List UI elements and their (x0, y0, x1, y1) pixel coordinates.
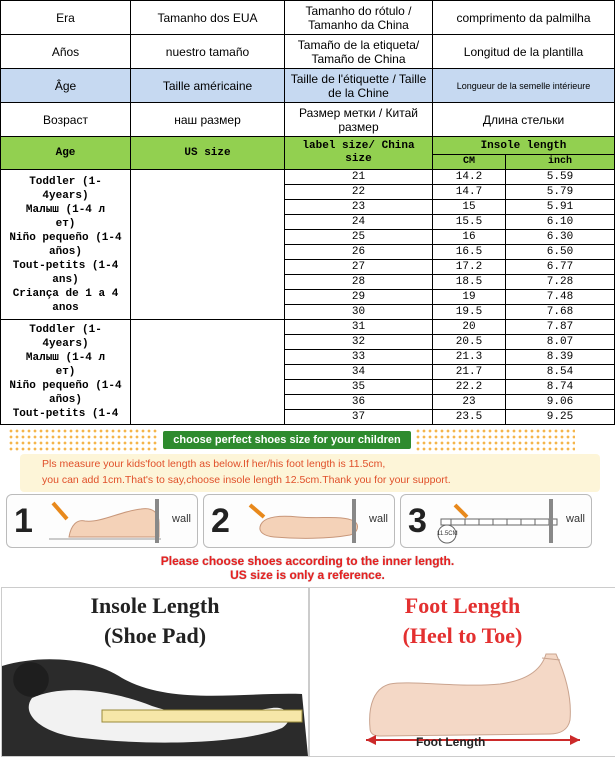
measure-note (20, 454, 600, 492)
lang-insole-cell: comprimento da palmilha (433, 1, 615, 35)
insole-cm-cell: 16.5 (433, 245, 506, 260)
label-size-cell: 23 (285, 200, 433, 215)
age-group-line: Малыш (1-4 л (25, 352, 106, 364)
lang-label-cell: Tamaño de la etiqueta/ Tamaño de China (285, 35, 433, 69)
step-3-card (400, 494, 592, 548)
us-size-cell (131, 320, 285, 425)
foot-top-icon (238, 501, 368, 545)
age-group-line: Tout-petits (1-4 (12, 408, 119, 420)
age-group-line: anos (52, 301, 79, 314)
insole-inch-cell: 6.10 (506, 215, 615, 230)
age-group-line: Criança de 1 a 4 (12, 287, 119, 300)
lang-insole-cell: Longitud de la plantilla (433, 35, 615, 69)
insole-cm-cell: 23 (433, 395, 506, 410)
label-size-cell: 29 (285, 290, 433, 305)
lang-age-cell: Возраст (1, 103, 131, 137)
lang-us-cell: nuestro tamaño (131, 35, 285, 69)
insole-inch-cell: 9.25 (506, 410, 615, 425)
header-cm: CM (433, 155, 506, 170)
label-size-cell: 24 (285, 215, 433, 230)
insole-cm-cell: 21.3 (433, 350, 506, 365)
insole-cm-cell: 22.2 (433, 380, 506, 395)
header-label-size: label size/ China size (285, 137, 433, 170)
insole-cm-cell: 20 (433, 320, 506, 335)
header-age: Age (1, 137, 131, 170)
label-size-cell: 26 (285, 245, 433, 260)
insole-cm-cell: 14.7 (433, 185, 506, 200)
insole-inch-cell: 9.06 (506, 395, 615, 410)
wall-bar (155, 499, 159, 543)
age-group-line: ет) (55, 217, 76, 230)
foot-side-icon (41, 501, 171, 545)
age-group-line: años) (48, 245, 82, 258)
age-group-line: Niño pequeño (1-4 (9, 231, 122, 244)
insole-inch-cell: 8.39 (506, 350, 615, 365)
lang-age-cell: Era (1, 1, 131, 35)
insole-cm-cell: 14.2 (433, 170, 506, 185)
foot-length-panel (309, 587, 615, 757)
insole-inch-cell: 5.91 (506, 200, 615, 215)
insole-inch-cell: 7.87 (506, 320, 615, 335)
table-row (1, 320, 615, 335)
lang-row-ru (1, 103, 615, 137)
step-number: 2 (211, 502, 230, 540)
foot-length-subtitle: (Heel to Toe) (402, 623, 523, 648)
insole-cm-cell: 17.2 (433, 260, 506, 275)
label-size-cell: 28 (285, 275, 433, 290)
lang-age-cell: Âge (1, 69, 131, 103)
label-size-cell: 27 (285, 260, 433, 275)
decor-dots (8, 428, 158, 452)
lang-label-cell: Размер метки / Китай размер (285, 103, 433, 137)
warning-line1: Please choose shoes according to the inner length. (160, 554, 455, 568)
step-number: 1 (14, 502, 33, 540)
label-size-cell: 35 (285, 380, 433, 395)
age-group-cell (1, 170, 131, 320)
insole-title: Insole Length (90, 593, 220, 618)
lang-us-cell: наш размер (131, 103, 285, 137)
insole-cm-cell: 20.5 (433, 335, 506, 350)
ruler-size-label: 11.5CM (437, 531, 458, 537)
decor-dots (415, 428, 575, 452)
label-size-cell: 33 (285, 350, 433, 365)
wall-bar (549, 499, 553, 543)
insole-inch-cell: 8.54 (506, 365, 615, 380)
lang-insole-cell: Длина стельки (433, 103, 615, 137)
header-insole-length: Insole length (433, 137, 615, 155)
lang-row-es (1, 35, 615, 69)
wall-bar (352, 499, 356, 543)
insole-inch-cell: 6.30 (506, 230, 615, 245)
lang-row-pt (1, 1, 615, 35)
lang-age-cell: Años (1, 35, 131, 69)
age-group-line: Tout-petits (1-4 (12, 259, 119, 272)
age-group-line: Малыш (1-4 л (25, 203, 106, 216)
step-2-card (203, 494, 395, 548)
lang-us-cell: Taille américaine (131, 69, 285, 103)
insole-cm-cell: 16 (433, 230, 506, 245)
age-group-line: 4years) (42, 189, 89, 202)
lang-row-fr (1, 69, 615, 103)
insole-subtitle: (Shoe Pad) (103, 623, 207, 648)
ruler-icon (435, 501, 565, 545)
header-inch: inch (506, 155, 615, 170)
label-size-cell: 22 (285, 185, 433, 200)
age-group-line: Toddler (1- (29, 175, 102, 188)
wall-label: wall (566, 513, 585, 525)
lang-label-cell: Tamanho do rótulo / Tamanho da China (285, 1, 433, 35)
insole-inch-cell: 6.77 (506, 260, 615, 275)
lang-label-cell: Taille de l'étiquette / Taille de la Chine (285, 69, 433, 103)
banner-title: choose perfect shoes size for your children (163, 431, 411, 449)
label-size-cell: 30 (285, 305, 433, 320)
warning-line2: US size is only a reference. (230, 568, 385, 582)
measure-note-line1: Pls measure your kids'foot length as below.If her/his foot length is 11.5cm, (42, 458, 386, 470)
insole-inch-cell: 8.74 (506, 380, 615, 395)
insole-inch-cell: 6.50 (506, 245, 615, 260)
age-group-line: años) (48, 394, 82, 406)
insole-cm-cell: 23.5 (433, 410, 506, 425)
insole-inch-cell: 8.07 (506, 335, 615, 350)
label-size-cell: 21 (285, 170, 433, 185)
foot-length-label: Foot Length (416, 735, 486, 749)
age-group-line: Niño pequeño (1-4 (9, 380, 122, 392)
age-group-line: 4years) (42, 338, 89, 350)
insole-cm-cell: 15 (433, 200, 506, 215)
step-number: 3 (408, 502, 427, 540)
insole-inch-cell: 7.68 (506, 305, 615, 320)
label-size-cell: 31 (285, 320, 433, 335)
lang-insole-cell: Longueur de la semelle intérieure (433, 69, 615, 103)
lang-us-cell: Tamanho dos EUA (131, 1, 285, 35)
insole-inch-cell: 7.28 (506, 275, 615, 290)
header-us-size: US size (131, 137, 285, 170)
table-row (1, 170, 615, 185)
wall-label: wall (172, 513, 191, 525)
insole-cm-cell: 15.5 (433, 215, 506, 230)
insole-cm-cell: 19.5 (433, 305, 506, 320)
label-size-cell: 36 (285, 395, 433, 410)
label-size-cell: 32 (285, 335, 433, 350)
measure-note-line2: you can add 1cm.That's to say,choose insole length 12.5cm.Thank you for your support. (42, 474, 451, 486)
measure-banner (0, 428, 615, 588)
insole-inch-cell: 5.59 (506, 170, 615, 185)
us-size-cell (131, 170, 285, 320)
insole-cm-cell: 18.5 (433, 275, 506, 290)
header-row (1, 137, 615, 155)
age-group-line: ans) (52, 273, 79, 286)
insole-inch-cell: 7.48 (506, 290, 615, 305)
insole-length-panel (1, 587, 309, 757)
label-size-cell: 25 (285, 230, 433, 245)
age-group-cell (1, 320, 131, 425)
age-group-line: ет) (55, 366, 76, 378)
wall-label: wall (369, 513, 388, 525)
insole-cm-cell: 21.7 (433, 365, 506, 380)
foot-length-title: Foot Length (404, 593, 521, 618)
step-1-card (6, 494, 198, 548)
label-size-cell: 37 (285, 410, 433, 425)
age-group-line: Toddler (1- (29, 324, 102, 336)
label-size-cell: 34 (285, 365, 433, 380)
insole-inch-cell: 5.79 (506, 185, 615, 200)
insole-cm-cell: 19 (433, 290, 506, 305)
